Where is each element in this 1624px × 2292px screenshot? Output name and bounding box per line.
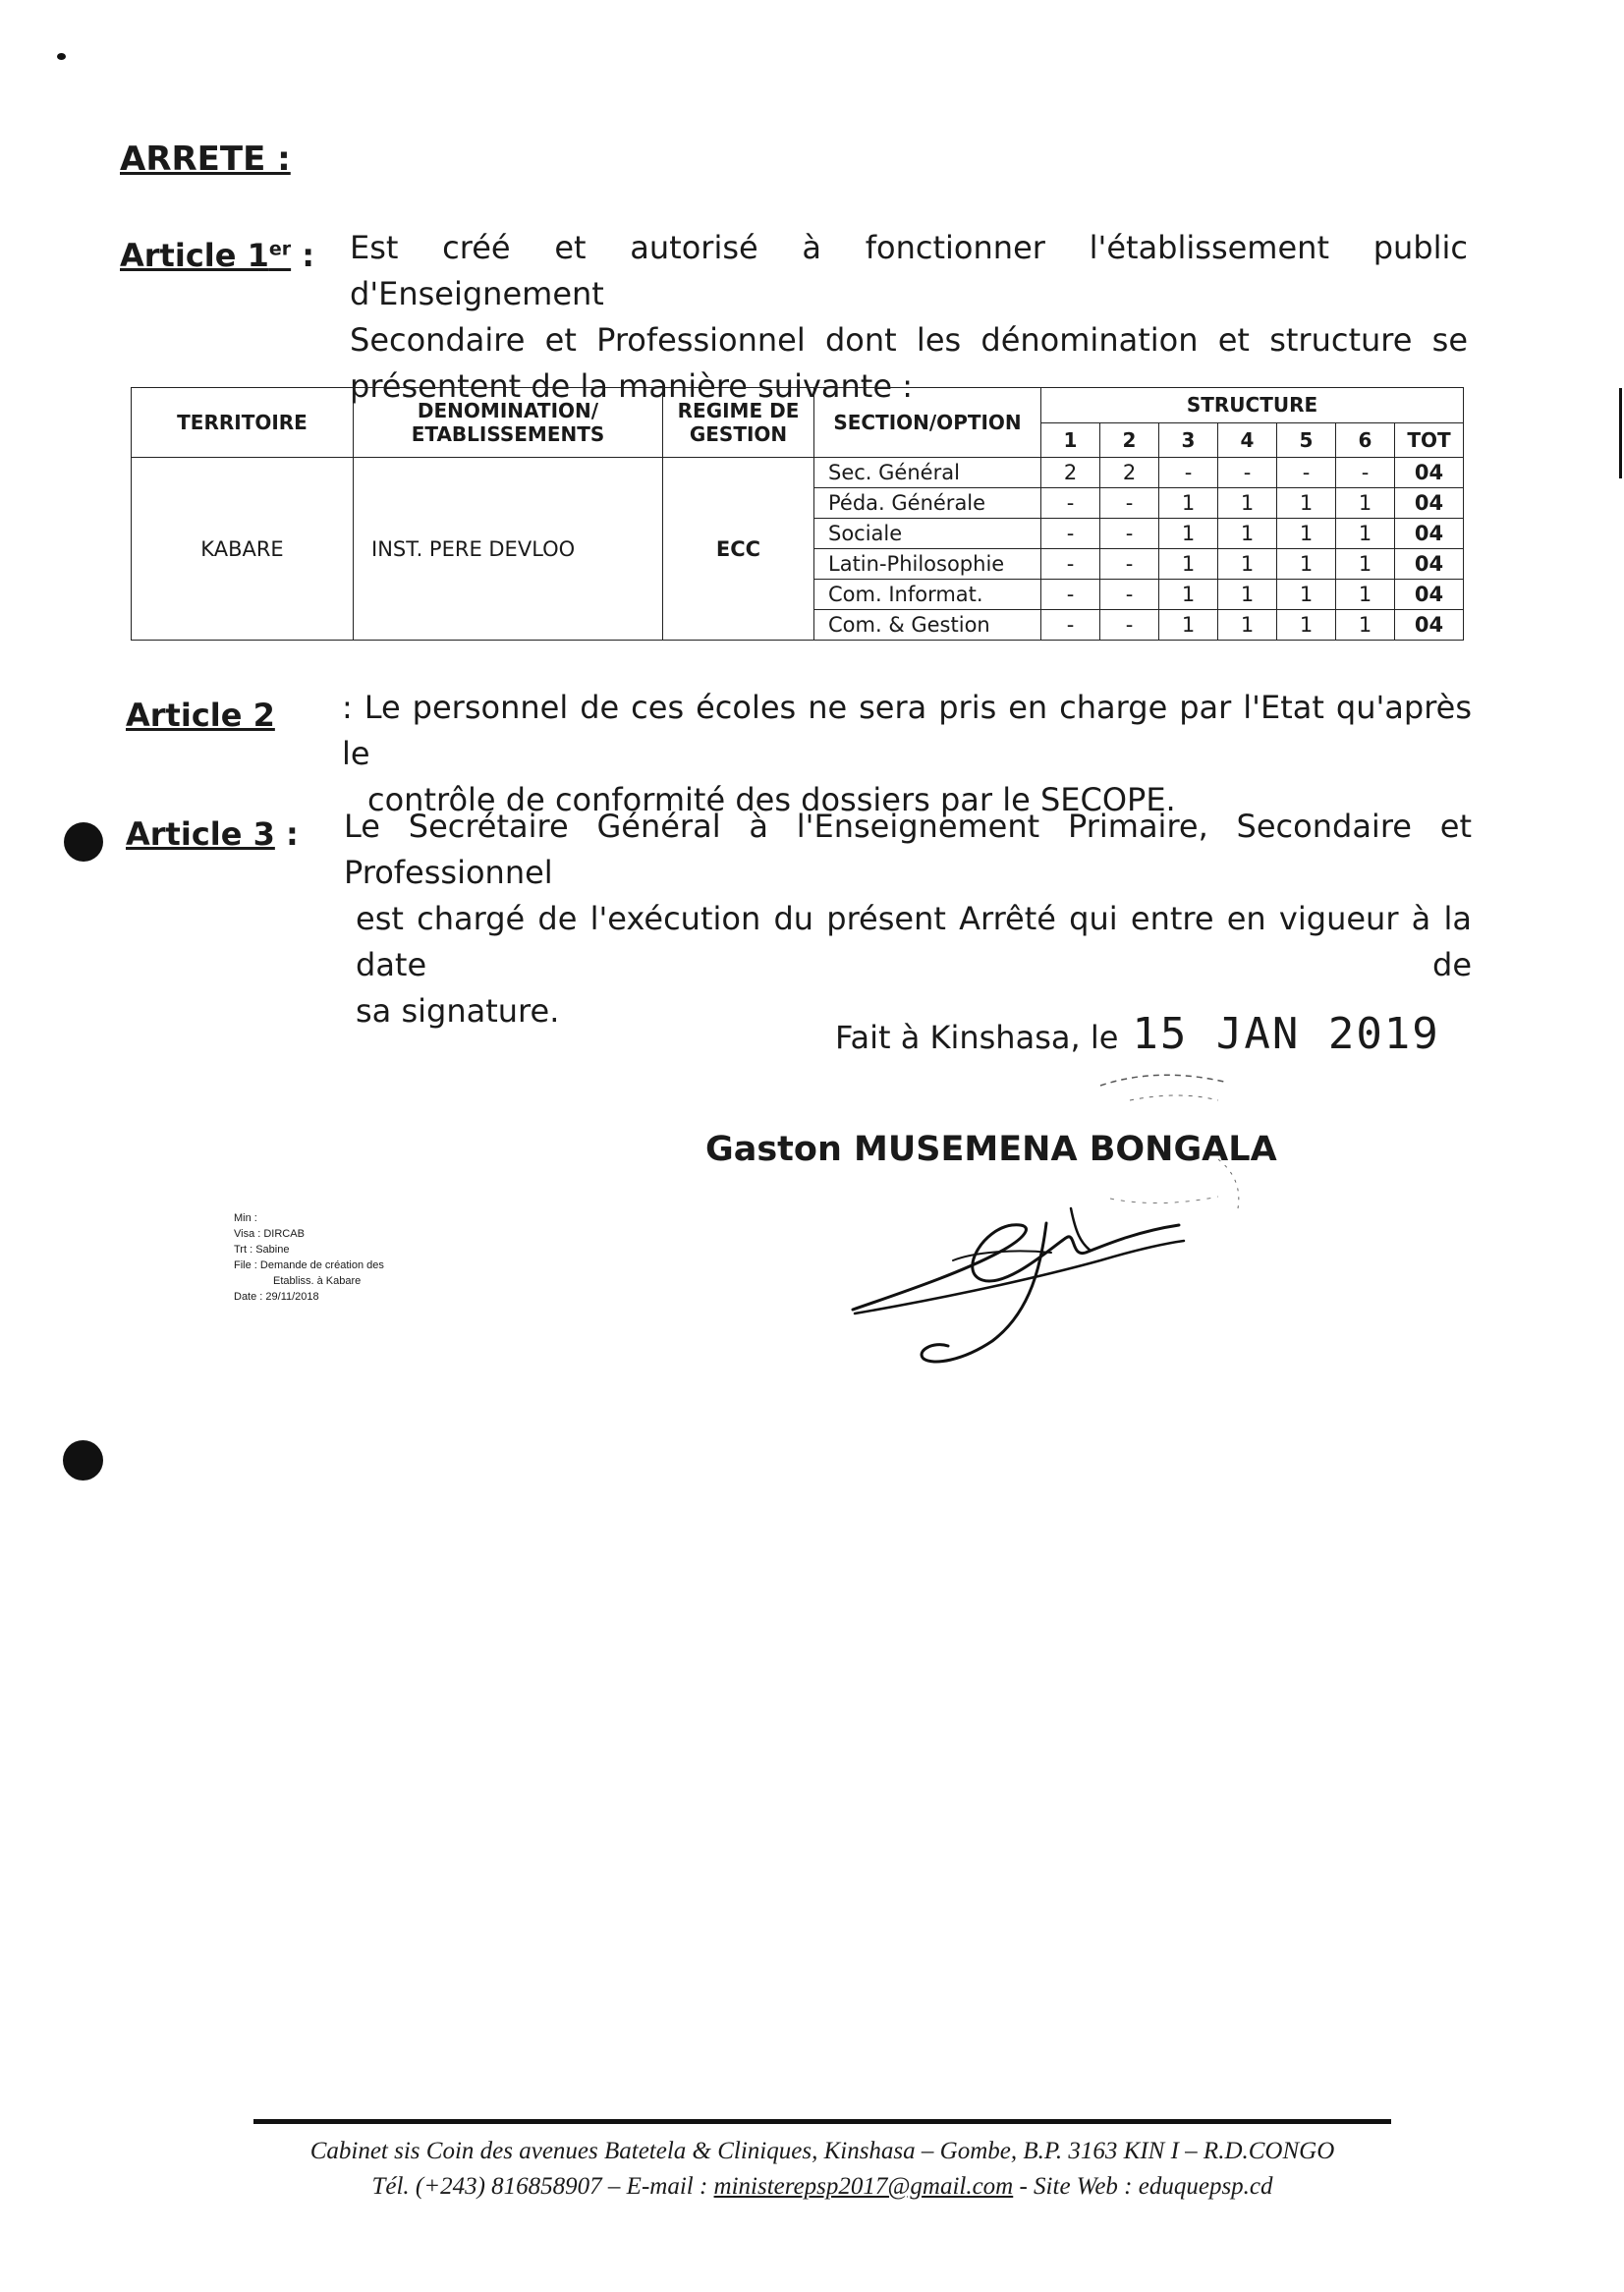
place-label: Fait à Kinshasa, le <box>835 1019 1119 1056</box>
cell-section: Com. Informat. <box>814 580 1041 610</box>
footer-email[interactable]: ministerepsp2017@gmail.com <box>713 2173 1014 2200</box>
header-year-5: 5 <box>1277 422 1336 458</box>
cell-etablissement: INST. PERE DEVLOO <box>354 458 663 641</box>
article-2-line-1: : Le personnel de ces écoles ne sera pris en charge par l'Etat qu'après le <box>342 689 1472 772</box>
punch-hole-top <box>64 822 103 862</box>
cell-section: Sociale <box>814 519 1041 549</box>
cell-value: 1 <box>1218 580 1277 610</box>
header-regime: REGIME DE GESTION <box>663 388 814 458</box>
cell-value: 1 <box>1336 488 1395 519</box>
cell-value: 2 <box>1100 458 1159 488</box>
cell-value: 1 <box>1218 519 1277 549</box>
cell-value: 1 <box>1336 549 1395 580</box>
cell-value: 1 <box>1159 580 1218 610</box>
cell-section: Latin-Philosophie <box>814 549 1041 580</box>
article-1-text <box>350 225 1468 410</box>
header-territoire: TERRITOIRE <box>132 388 354 458</box>
article-2-text <box>342 685 1472 823</box>
article-3-label: Article 3 : <box>126 815 299 853</box>
scan-edge-mark <box>1619 388 1622 478</box>
cell-value: 1 <box>1277 610 1336 641</box>
cell-territoire: KABARE <box>132 458 354 641</box>
structure-table <box>131 387 1464 641</box>
signer-name: Gaston MUSEMENA BONGALA <box>705 1130 1277 1169</box>
cell-section: Péda. Générale <box>814 488 1041 519</box>
cell-section: Sec. Général <box>814 458 1041 488</box>
cell-total: 04 <box>1395 580 1464 610</box>
article-1-line-2: Secondaire et Professionnel dont les dénomination et structure se <box>350 321 1468 359</box>
ref-trt: Trt : Sabine <box>234 1244 290 1256</box>
cell-total: 04 <box>1395 610 1464 641</box>
header-year-1: 1 <box>1041 422 1100 458</box>
cell-value: 2 <box>1041 458 1100 488</box>
reference-block <box>234 1210 384 1305</box>
cell-value: - <box>1100 488 1159 519</box>
article-2-line-2: contrôle de conformité des dossiers par le SECOPE. <box>367 781 1176 818</box>
ref-file-cont: Etabliss. à Kabare <box>273 1275 362 1287</box>
footer-divider <box>253 2119 1391 2124</box>
cell-value: - <box>1041 610 1100 641</box>
cell-value: - <box>1100 519 1159 549</box>
table-row <box>132 458 1464 488</box>
ref-visa: Visa : DIRCAB <box>234 1228 305 1240</box>
cell-value: 1 <box>1277 488 1336 519</box>
header-denomination: DENOMINATION/ ETABLISSEMENTS <box>354 388 663 458</box>
article-3-text <box>344 804 1472 1034</box>
cell-value: 1 <box>1218 488 1277 519</box>
cell-value: 1 <box>1159 488 1218 519</box>
signature-graphic <box>845 1203 1199 1370</box>
cell-total: 04 <box>1395 519 1464 549</box>
cell-value: - <box>1041 549 1100 580</box>
article-3-line-1: Le Secrétaire Général à l'Enseignement Primaire, Secondaire et Professionnel <box>344 808 1472 891</box>
decree-heading: ARRETE : <box>120 140 291 179</box>
cell-value: 1 <box>1277 519 1336 549</box>
place-and-date <box>835 1009 1440 1059</box>
cell-value: - <box>1218 458 1277 488</box>
cell-value: - <box>1041 519 1100 549</box>
cell-total: 04 <box>1395 488 1464 519</box>
header-year-4: 4 <box>1218 422 1277 458</box>
footer-contact: Tél. (+243) 816858907 – E-mail : ministerepsp2017@gmail.com - Site Web : eduquepsp.cd <box>371 2173 1273 2200</box>
cell-value: 1 <box>1159 519 1218 549</box>
cell-section: Com. & Gestion <box>814 610 1041 641</box>
cell-value: 1 <box>1277 580 1336 610</box>
cell-value: - <box>1100 580 1159 610</box>
article-3-line-2: est chargé de l'exécution du présent Arrêté qui entre en vigueur à la date de <box>356 900 1472 983</box>
scan-mark <box>57 53 66 60</box>
article-3-line-3: sa signature. <box>356 992 560 1030</box>
cell-value: - <box>1100 610 1159 641</box>
cell-value: 1 <box>1277 549 1336 580</box>
cell-value: - <box>1100 549 1159 580</box>
cell-value: 1 <box>1159 610 1218 641</box>
article-2-label: Article 2 <box>126 697 275 734</box>
header-section: SECTION/OPTION <box>814 388 1041 458</box>
header-year-2: 2 <box>1100 422 1159 458</box>
cell-value: 1 <box>1218 549 1277 580</box>
ref-min: Min : <box>234 1212 257 1224</box>
cell-value: - <box>1041 488 1100 519</box>
header-structure: STRUCTURE <box>1041 388 1464 423</box>
cell-value: - <box>1041 580 1100 610</box>
cell-value: 1 <box>1218 610 1277 641</box>
cell-total: 04 <box>1395 458 1464 488</box>
ref-date: Date : 29/11/2018 <box>234 1291 319 1303</box>
cell-value: 1 <box>1336 519 1395 549</box>
cell-value: - <box>1277 458 1336 488</box>
cell-value: 1 <box>1336 580 1395 610</box>
cell-value: - <box>1336 458 1395 488</box>
punch-hole-bottom <box>63 1440 103 1481</box>
header-year-3: 3 <box>1159 422 1218 458</box>
article-1-line-1: Est créé et autorisé à fonctionner l'établissement public d'Enseignement <box>350 229 1468 312</box>
article-1-line-3: présentent de la manière suivante : <box>350 367 913 405</box>
cell-value: 1 <box>1159 549 1218 580</box>
header-total: TOT <box>1395 422 1464 458</box>
article-1-label: Article 1er : <box>120 237 315 274</box>
date-stamp: 15 JAN 2019 <box>1132 1009 1440 1059</box>
cell-total: 04 <box>1395 549 1464 580</box>
ref-file: File : Demande de création des <box>234 1259 384 1271</box>
cell-value: 1 <box>1336 610 1395 641</box>
cell-regime: ECC <box>663 458 814 641</box>
header-year-6: 6 <box>1336 422 1395 458</box>
cell-value: - <box>1159 458 1218 488</box>
footer-address: Cabinet sis Coin des avenues Batetela & Cliniques, Kinshasa – Gombe, B.P. 3163 KIN I – R.D.CONGO <box>309 2138 1335 2164</box>
